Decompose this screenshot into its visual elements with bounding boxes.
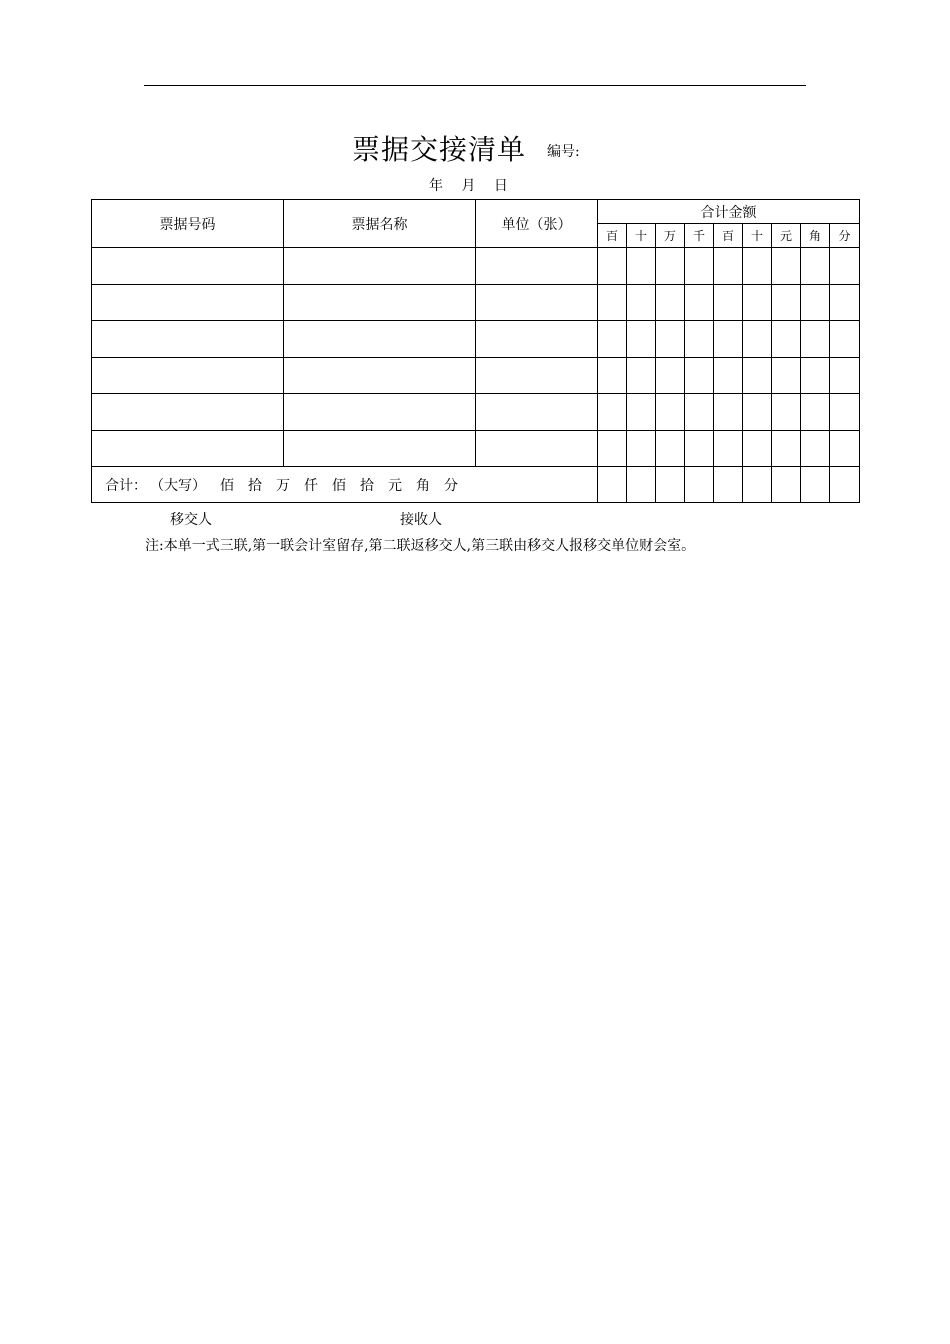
total-unit-char: 角 [416, 477, 430, 494]
title-row [0, 130, 950, 170]
cell-unit[interactable] [476, 321, 598, 358]
cell-digit[interactable] [598, 321, 627, 358]
cell-digit[interactable] [685, 357, 714, 394]
cell-digit[interactable] [656, 394, 685, 431]
cell-digit[interactable] [714, 394, 743, 431]
cell-digit[interactable] [830, 394, 860, 431]
cell-digit[interactable] [627, 248, 656, 285]
total-digit-cell[interactable] [685, 467, 714, 503]
cell-unit[interactable] [476, 248, 598, 285]
total-unit-char: 仟 [304, 477, 318, 494]
cell-digit[interactable] [685, 284, 714, 321]
cell-digit[interactable] [830, 430, 860, 467]
cell-digit[interactable] [801, 248, 830, 285]
cell-number[interactable] [92, 357, 284, 394]
cell-digit[interactable] [656, 430, 685, 467]
cell-digit[interactable] [772, 248, 801, 285]
cell-name[interactable] [284, 284, 476, 321]
signers [0, 510, 950, 530]
cell-digit[interactable] [830, 248, 860, 285]
cell-digit[interactable] [714, 357, 743, 394]
cell-digit[interactable] [801, 430, 830, 467]
cell-digit[interactable] [772, 394, 801, 431]
cell-digit[interactable] [714, 321, 743, 358]
total-unit-char: 佰 [332, 477, 346, 494]
total-unit-char: 元 [388, 477, 402, 494]
cell-name[interactable] [284, 430, 476, 467]
receiver-person-label: 接收人 [400, 512, 442, 528]
cell-digit[interactable] [598, 248, 627, 285]
total-digit-cell[interactable] [598, 467, 627, 503]
cell-unit[interactable] [476, 284, 598, 321]
cell-number[interactable] [92, 248, 284, 285]
header-number: 票据号码 [92, 200, 284, 248]
cell-digit[interactable] [743, 284, 772, 321]
cell-digit[interactable] [685, 248, 714, 285]
cell-digit[interactable] [656, 321, 685, 358]
cell-digit[interactable] [801, 284, 830, 321]
cell-digit[interactable] [656, 284, 685, 321]
table-row [92, 430, 860, 467]
digit-header: 角 [801, 224, 830, 248]
total-capital-label: （大写） [157, 477, 206, 494]
total-digit-cell[interactable] [656, 467, 685, 503]
cell-digit[interactable] [627, 284, 656, 321]
cell-digit[interactable] [830, 357, 860, 394]
cell-digit[interactable] [598, 357, 627, 394]
cell-digit[interactable] [772, 321, 801, 358]
handover-person-label: 移交人 [170, 512, 212, 528]
cell-digit[interactable] [743, 394, 772, 431]
cell-digit[interactable] [743, 430, 772, 467]
cell-digit[interactable] [801, 321, 830, 358]
digit-header: 百 [598, 224, 627, 248]
cell-digit[interactable] [598, 394, 627, 431]
total-digit-cell[interactable] [627, 467, 656, 503]
cell-digit[interactable] [830, 321, 860, 358]
cell-digit[interactable] [714, 284, 743, 321]
cell-number[interactable] [92, 284, 284, 321]
total-digit-cell[interactable] [830, 467, 860, 503]
total-label-cell [92, 467, 598, 503]
total-label: 合计： [105, 477, 147, 494]
date-line [429, 176, 508, 196]
cell-digit[interactable] [801, 394, 830, 431]
footnote: 注:本单一式三联,第一联会计室留存,第二联返移交人,第三联由移交人报移交单位财会室。 [145, 538, 696, 554]
digit-header: 万 [656, 224, 685, 248]
serial-number-label: 编号: [547, 144, 580, 160]
cell-digit[interactable] [685, 394, 714, 431]
cell-digit[interactable] [801, 357, 830, 394]
total-digit-cell[interactable] [743, 467, 772, 503]
total-row [92, 467, 860, 503]
cell-digit[interactable] [743, 248, 772, 285]
total-digit-cell[interactable] [714, 467, 743, 503]
cell-digit[interactable] [743, 357, 772, 394]
digit-header: 十 [627, 224, 656, 248]
cell-digit[interactable] [685, 430, 714, 467]
date-year: 年 [429, 178, 443, 194]
top-rule [144, 85, 806, 86]
cell-digit[interactable] [598, 284, 627, 321]
header-name: 票据名称 [284, 200, 476, 248]
header-amount-group: 合计金额 [598, 200, 860, 224]
cell-digit[interactable] [772, 357, 801, 394]
cell-digit[interactable] [714, 248, 743, 285]
cell-unit[interactable] [476, 394, 598, 431]
digit-header: 千 [685, 224, 714, 248]
cell-digit[interactable] [685, 321, 714, 358]
cell-digit[interactable] [830, 284, 860, 321]
total-digit-cell[interactable] [772, 467, 801, 503]
total-digit-cell[interactable] [801, 467, 830, 503]
cell-number[interactable] [92, 430, 284, 467]
header-row [92, 200, 860, 224]
cell-unit[interactable] [476, 430, 598, 467]
digit-header: 分 [830, 224, 860, 248]
total-unit-char: 分 [444, 477, 458, 494]
cell-digit[interactable] [627, 321, 656, 358]
table-row [92, 357, 860, 394]
cell-name[interactable] [284, 321, 476, 358]
cell-digit[interactable] [627, 430, 656, 467]
cell-digit[interactable] [627, 357, 656, 394]
cell-digit[interactable] [656, 248, 685, 285]
digit-header: 百 [714, 224, 743, 248]
cell-digit[interactable] [714, 430, 743, 467]
cell-name[interactable] [284, 357, 476, 394]
header-unit: 单位（张） [476, 200, 598, 248]
total-unit-char: 拾 [248, 477, 262, 494]
cell-name[interactable] [284, 394, 476, 431]
table-body [92, 200, 860, 503]
digit-header: 十 [743, 224, 772, 248]
total-unit-char: 拾 [360, 477, 374, 494]
cell-digit[interactable] [598, 430, 627, 467]
cell-digit[interactable] [772, 284, 801, 321]
table-row [92, 248, 860, 285]
total-unit-char: 佰 [220, 477, 234, 494]
cell-digit[interactable] [656, 357, 685, 394]
cell-digit[interactable] [627, 394, 656, 431]
table-row [92, 321, 860, 358]
table-row [92, 394, 860, 431]
cell-number[interactable] [92, 321, 284, 358]
cell-digit[interactable] [772, 430, 801, 467]
total-unit-char: 万 [276, 477, 290, 494]
digit-header: 元 [772, 224, 801, 248]
cell-unit[interactable] [476, 357, 598, 394]
table-row [92, 284, 860, 321]
date-month: 月 [461, 178, 476, 194]
handover-table [91, 199, 860, 503]
form-title: 票据交接清单 [352, 133, 527, 166]
cell-name[interactable] [284, 248, 476, 285]
cell-number[interactable] [92, 394, 284, 431]
date-day: 日 [493, 178, 508, 194]
cell-digit[interactable] [743, 321, 772, 358]
